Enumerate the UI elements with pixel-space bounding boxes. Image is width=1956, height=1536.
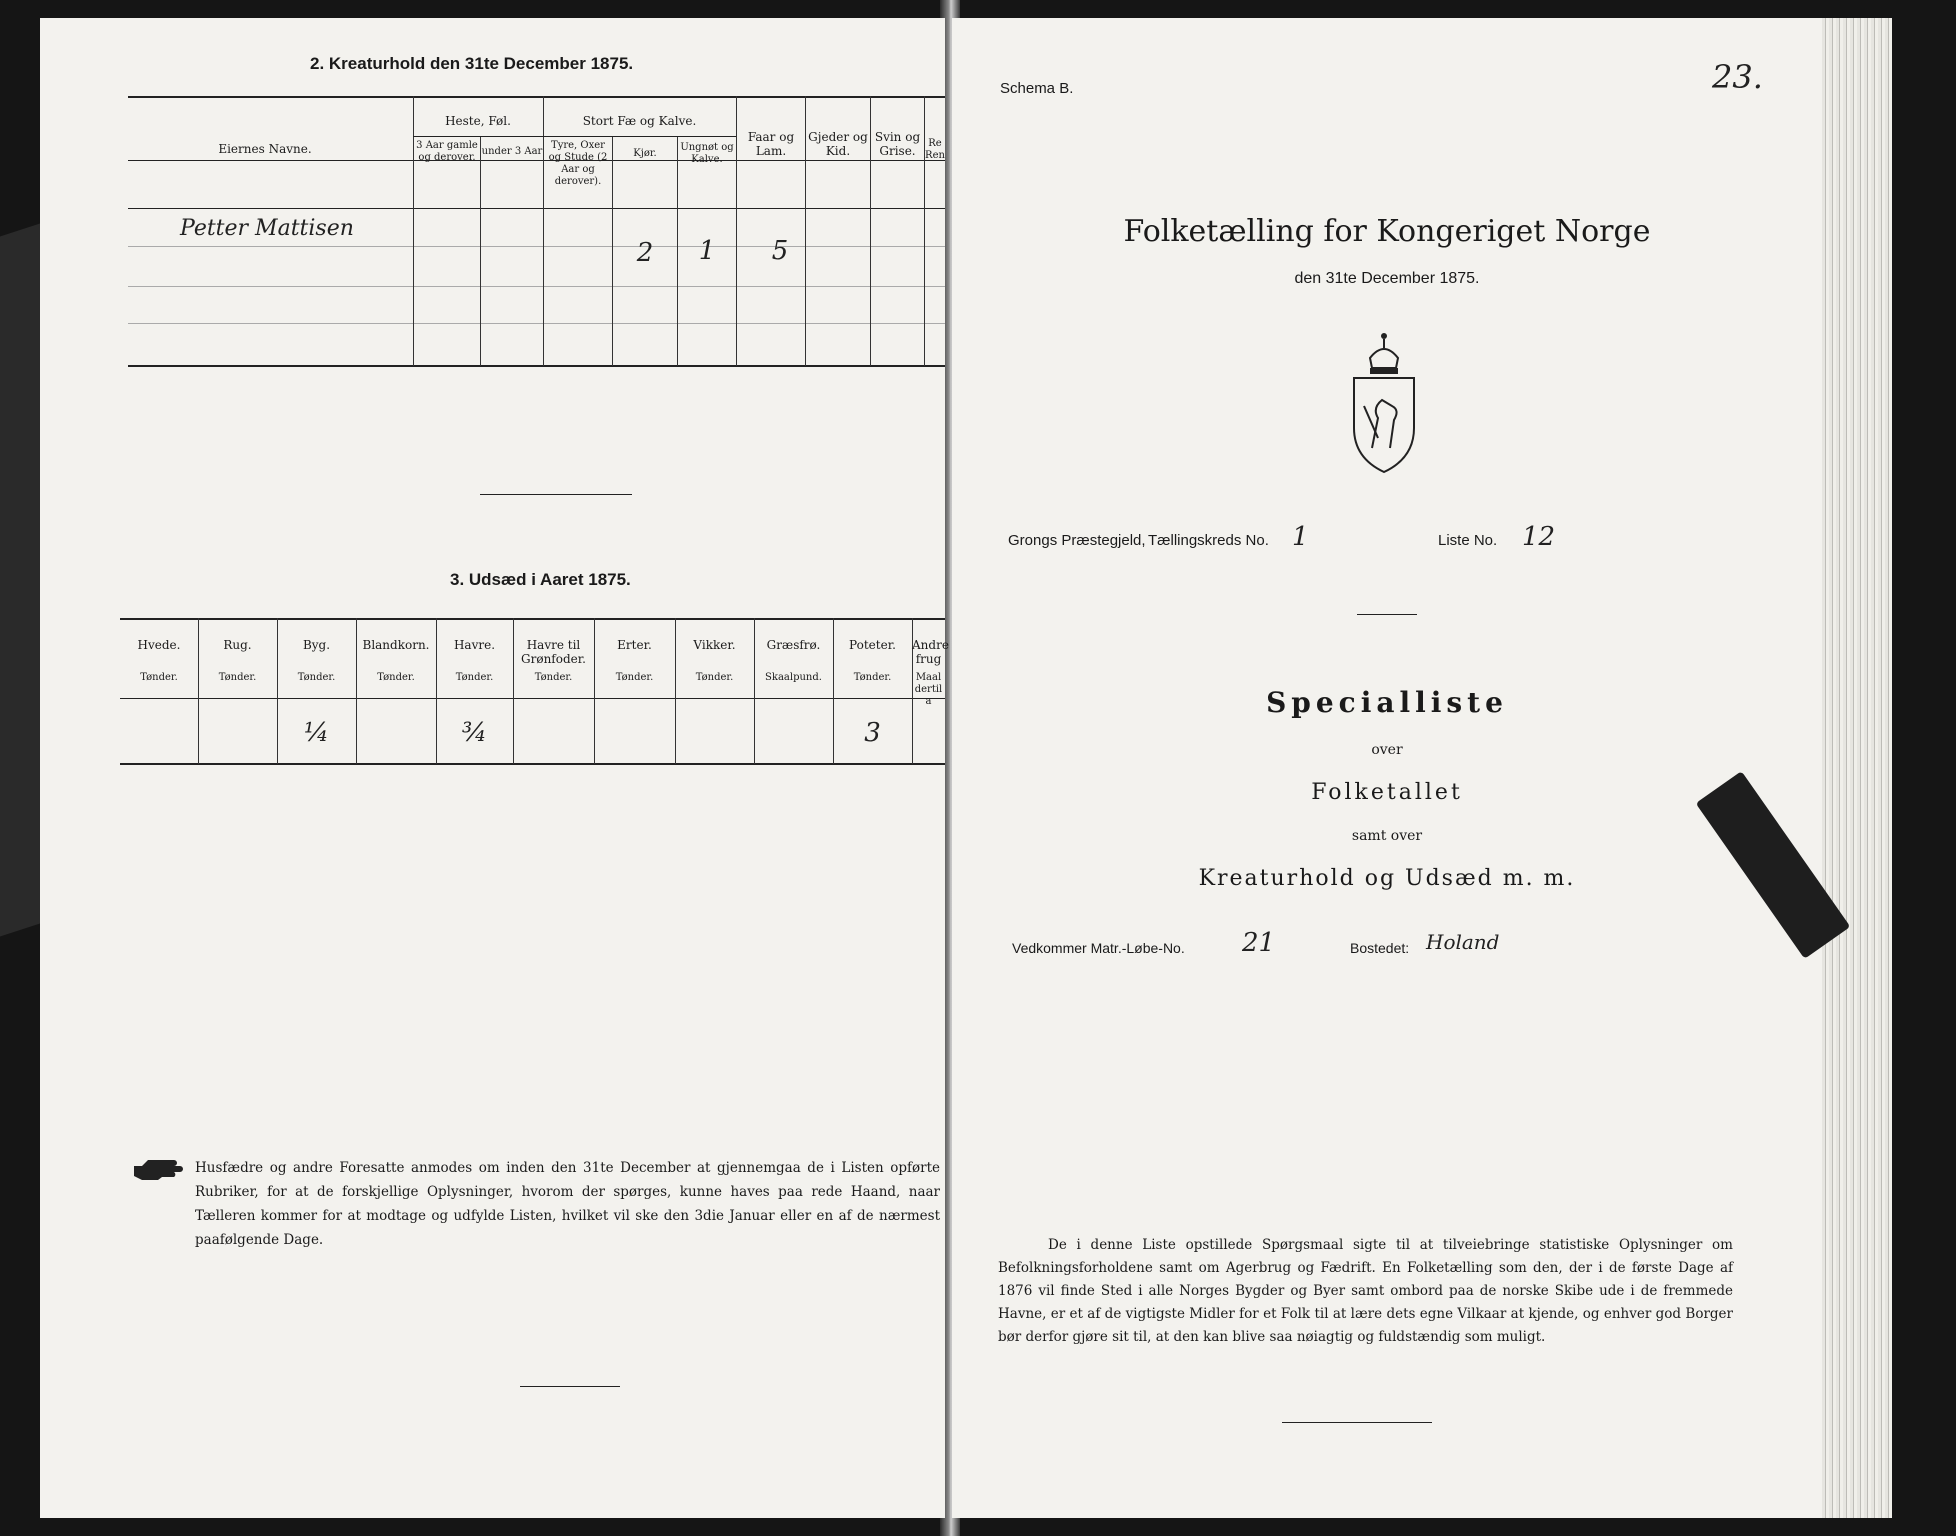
seed-header-name: Blandkorn. <box>362 638 430 652</box>
seed-header-name: Erter. <box>617 638 652 652</box>
seed-header-unit: Tønder. <box>140 672 178 683</box>
sheep-header: Faar og Lam. <box>747 130 795 158</box>
pointing-hand-icon <box>132 1156 188 1182</box>
matr-value: 21 <box>1242 928 1276 958</box>
seed-header-unit: Tønder. <box>297 672 336 683</box>
seed-header-name: Havre til Grønfoder. <box>521 638 586 666</box>
cows-entry: 2 <box>636 238 654 268</box>
census-date: den 31te December 1875. <box>1294 270 1480 287</box>
section2-title: 2. Kreaturhold den 31te December 1875. <box>310 54 634 73</box>
owner-header: Eiernes Navne. <box>218 142 312 156</box>
page-clip-left <box>0 224 40 937</box>
horses-group-header: Heste, Føl. <box>445 114 511 128</box>
main-title: Folketælling for Kongeriget Norge <box>1123 214 1651 249</box>
divider <box>1357 614 1417 615</box>
cows-header: Kjør. <box>633 148 657 159</box>
seed-header-unit: Tønder. <box>218 672 257 683</box>
seed-header-unit: Tønder. <box>377 672 415 683</box>
bosted-label: Bostedet: <box>1350 940 1410 956</box>
list-value: 12 <box>1522 522 1556 552</box>
coat-of-arms-icon <box>1348 328 1420 478</box>
seed-header-name: Rug. <box>223 638 252 652</box>
pigs-header: Svin og Grise. <box>874 130 921 158</box>
right-page <box>952 18 1822 1518</box>
notice-text: Husfædre og andre Foresatte anmodes om inden den 31te December at gjennemgaa de i Listen opførte Rubriker, for at de forskjellige Oplysninger, hvorom der spørges, kunne haves paa rede Haand, naar Tælleren kommer for at modtage og udfylde Listen, hvilket vil ske den 3die Januar eller en af de nærmest paafølgende Dage. <box>195 1160 940 1248</box>
bottom-divider <box>1282 1422 1432 1423</box>
over-label: over <box>1371 742 1403 758</box>
parish-label: Grongs Præstegjeld, <box>1008 532 1146 549</box>
district-label: Tællingskreds No. <box>1148 532 1269 549</box>
seed-header-name: Byg. <box>302 638 331 652</box>
horses-3yr-header: 3 Aar gamle og derover. <box>416 140 478 163</box>
reindeer-header: Re Ren <box>925 138 945 161</box>
samt-over-label: samt over <box>1351 828 1423 844</box>
havre-entry: ¾ <box>461 718 488 748</box>
seed-header-name: Andre frug <box>912 638 949 666</box>
young-cattle-header: Ungnøt og Kalve. <box>680 142 734 165</box>
folketallet-title: Folketallet <box>1311 780 1463 805</box>
section3-title: 3. Udsæd i Aaret 1875. <box>450 570 631 589</box>
seed-header-name: Havre. <box>453 638 496 652</box>
specialliste-title: Specialliste <box>1266 686 1508 719</box>
cattle-group-header: Stort Fæ og Kalve. <box>582 114 697 128</box>
seed-header-unit: Tønder. <box>695 672 734 683</box>
bulls-header: Tyre, Oxer og Stude (2 Aar og derover). <box>548 140 608 187</box>
owner-name-entry: Petter Mattisen <box>180 216 354 241</box>
divider <box>480 494 632 495</box>
matr-label: Vedkommer Matr.-Løbe-No. <box>1012 940 1185 956</box>
seed-header-unit: Tønder. <box>455 672 494 683</box>
bosted-value: Holand <box>1426 930 1500 954</box>
schema-label: Schema B. <box>1000 80 1074 97</box>
seed-header-unit: Maal dertil a <box>914 672 943 707</box>
young-cattle-entry: 1 <box>698 236 716 266</box>
sheep-entry: 5 <box>771 236 789 266</box>
seed-header-unit: Skaalpund. <box>765 672 822 683</box>
goats-header: Gjeder og Kid. <box>808 130 868 158</box>
page-stack-edge <box>1822 18 1892 1518</box>
poteter-entry: 3 <box>864 718 881 748</box>
seed-header-name: Vikker. <box>693 638 736 652</box>
seed-header-name: Græsfrø. <box>766 638 821 652</box>
bottom-divider <box>520 1386 620 1387</box>
seed-header-unit: Tønder. <box>534 672 573 683</box>
list-label: Liste No. <box>1438 532 1498 549</box>
byg-entry: ¼ <box>303 718 330 748</box>
seed-header-name: Poteter. <box>849 638 896 652</box>
left-page <box>40 18 949 1518</box>
footer-text: De i denne Liste opstillede Spørgsmaal sigte til at tilveiebringe statistiske Oplysninger om Befolkningsforholdene samt om Agerbrug og Fædrift. En Folketælling som den, der i de første Dage af 1876 vil finde Sted i alle Norges Bygder og Byer samt ombord paa de norske Skibe ude i de fremmede Havne, er et af de vigtigste Midler for et Folk til at lære dets egne Vilkaar at kjende, og enhver god Borger bør derfor gjøre sit til, at den kan blive saa nøiagtig og fuldstændig som muligt. <box>998 1237 1733 1345</box>
seed-header-name: Hvede. <box>137 638 181 652</box>
horses-under3-header: under 3 Aar <box>481 146 543 157</box>
kreaturhold-title: Kreaturhold og Udsæd m. m. <box>1198 866 1576 891</box>
seed-header-unit: Tønder. <box>615 672 654 683</box>
district-value: 1 <box>1292 522 1309 552</box>
seed-header-unit: Tønder. <box>853 672 892 683</box>
page-number: 23. <box>1712 58 1763 96</box>
